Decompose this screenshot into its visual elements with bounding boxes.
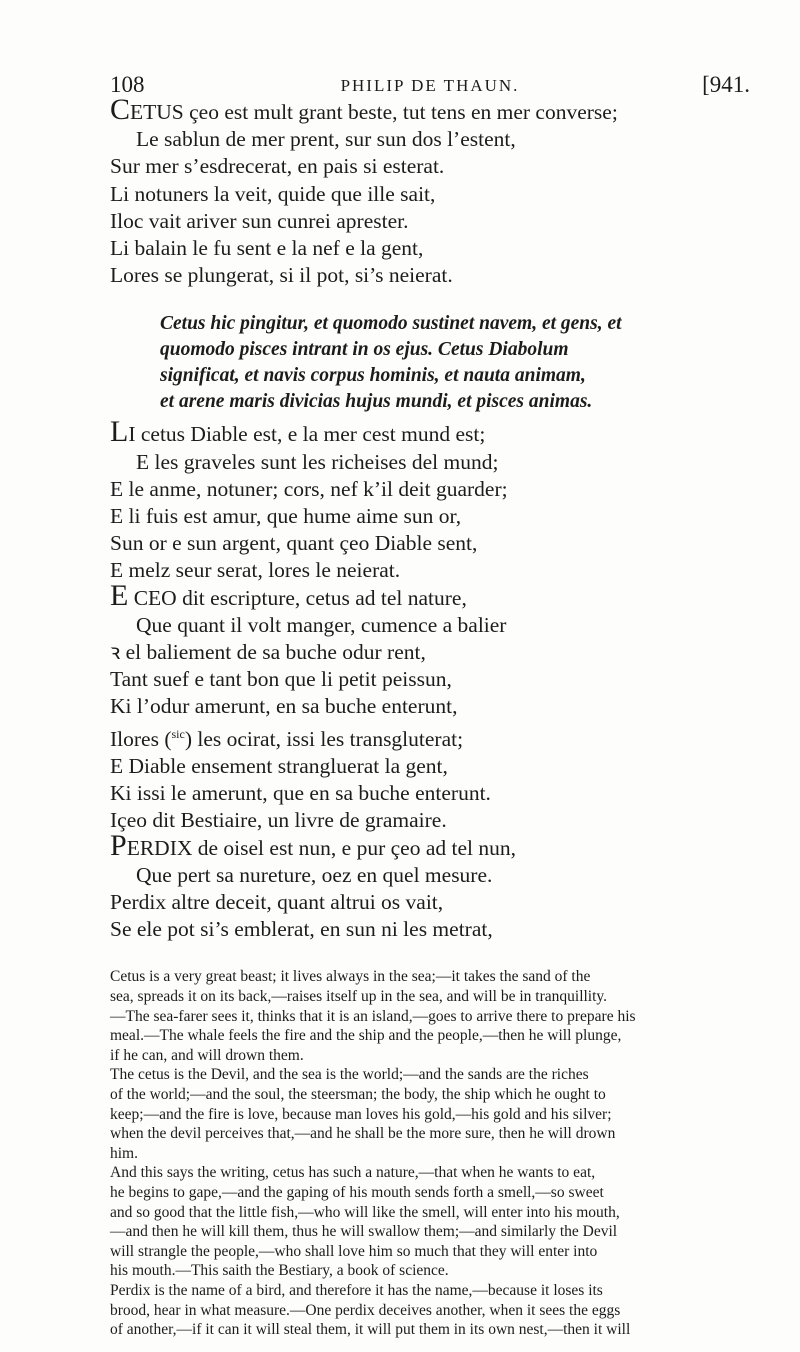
verse-line: E melz seur serat, lores le neierat.	[110, 558, 401, 583]
verse-cetus	[110, 93, 750, 289]
verse-line: Içeo dit Bestiaire, un livre de gramaire.	[110, 808, 447, 833]
verse-line: ꝛ el baliement de sa buche odur rent,	[110, 640, 426, 665]
page-number: 108	[110, 72, 145, 97]
latin-line: et arene maris divicias hujus mundi, et pisces animas.	[160, 391, 593, 413]
section-number: [941.	[702, 72, 750, 97]
page-header	[110, 0, 750, 96]
verse-line: Perdix altre deceit, quant altrui os vait,	[110, 890, 444, 915]
latin-line: significat, et navis corpus hominis, et nauta animam,	[160, 365, 586, 387]
latin-line: Cetus hic pingitur, et quomodo sustinet navem, et gens, et	[160, 313, 622, 335]
translation-paragraph: And this says the writing, cetus has such a nature,—that when he wants to eat, he begins to gape,—and the gaping of his mouth sends forth a smell,—so sweet and so good that the little fish,—who will like the smell, will enter into his mouth, —and then he will kill them, thus he will swallow them;—and similarly the Devil will strangle the people,—who shall love him so much that they will enter into his mouth.—This saith the Bestiary, a book of science.	[110, 1164, 620, 1280]
translation-paragraph: Perdix is the name of a bird, and therefore it has the name,—because it loses its brood, hear in what measure.—One perdix deceives another, when it sees the eggs of another,—if it can it will steal them, it will put them in its own nest,—then it will	[110, 1281, 631, 1339]
verse-line: Ki issi le amerunt, que en sa buche enterunt.	[110, 781, 491, 806]
translation-paragraph: Cetus is a very great beast; it lives always in the sea;—it takes the sand of the sea, spreads it on its back,—raises itself up in the sea, and will be in tranquillity. —The sea-farer sees it, thinks that it is an island,—goes to arrive there to prepare his meal.—The whale feels the fire and the ship and the people,—then he will plunge, if he can, and will drown them.	[110, 968, 636, 1064]
verse-diable	[110, 415, 750, 943]
verse-line: Se ele pot si’s emblerat, en sun ni les metrat,	[110, 917, 493, 942]
verse-line: Iloc vait ariver sun cunrei aprester.	[110, 208, 409, 233]
page	[110, 0, 750, 1340]
verse-line: PERDIX de oisel est nun, e pur çeo ad tel nun,	[110, 828, 516, 862]
verse-line: Sun or e sun argent, quant çeo Diable sent,	[110, 531, 478, 556]
verse-line: E CEO dit escripture, cetus ad tel nature,	[110, 578, 467, 612]
verse-line: Li notuners la veit, quide que ille sait,	[110, 181, 436, 206]
verse-line: Li balain le fu sent e la nef e la gent,	[110, 236, 424, 261]
verse-line: Que quant il volt manger, cumence a balier	[136, 612, 507, 637]
drop-cap: C	[110, 93, 131, 126]
verse-line: Sur mer s’esdrecerat, en pais si esterat.	[110, 154, 445, 179]
verse-line: CETUS çeo est mult grant beste, tut tens en mer converse;	[110, 93, 618, 126]
verse-line: Le sablun de mer prent, sur sun dos l’estent,	[136, 127, 516, 152]
verse-line: LI cetus Diable est, e la mer cest mund est;	[110, 415, 486, 449]
verse-line: E Diable ensement strangluerat la gent,	[110, 754, 448, 779]
drop-cap: P	[110, 828, 127, 862]
translation-paragraph: The cetus is the Devil, and the sea is the world;—and the sands are the riches of the world;—and the soul, the steersman; the body, the ship which he ought to keep;—and the fire is love, because man loves his gold,—his gold and his silver; when the devil perceives that,—and he shall be the more sure, then he will drown him.	[110, 1066, 616, 1162]
drop-cap: L	[110, 415, 129, 449]
verse-line: Que pert sa nureture, oez en quel mesure.	[136, 862, 493, 887]
drop-cap: E	[110, 578, 129, 612]
verse-line: E li fuis est amur, que hume aime sun or,	[110, 504, 462, 529]
verse-line: Ilores ($^{sic}$) les ocirat, issi les transgluterat;	[110, 726, 464, 751]
verse-line: E les graveles sunt les richeises del mund;	[136, 449, 499, 474]
verse-line: Ki l’odur amerunt, en sa buche enterunt,	[110, 694, 458, 719]
translation	[110, 967, 750, 1339]
running-title: PHILIP DE THAUN.	[340, 76, 520, 95]
verse-line: E le anme, notuner; cors, nef k’il deit guarder;	[110, 476, 508, 501]
latin-line: quomodo pisces intrant in os ejus. Cetus Diabolum	[160, 339, 569, 361]
verse-line: Tant suef e tant bon que li petit peissun,	[110, 667, 452, 692]
latin-caption	[110, 311, 750, 415]
verse-line: Lores se plungerat, si il pot, si’s neierat.	[110, 263, 453, 288]
